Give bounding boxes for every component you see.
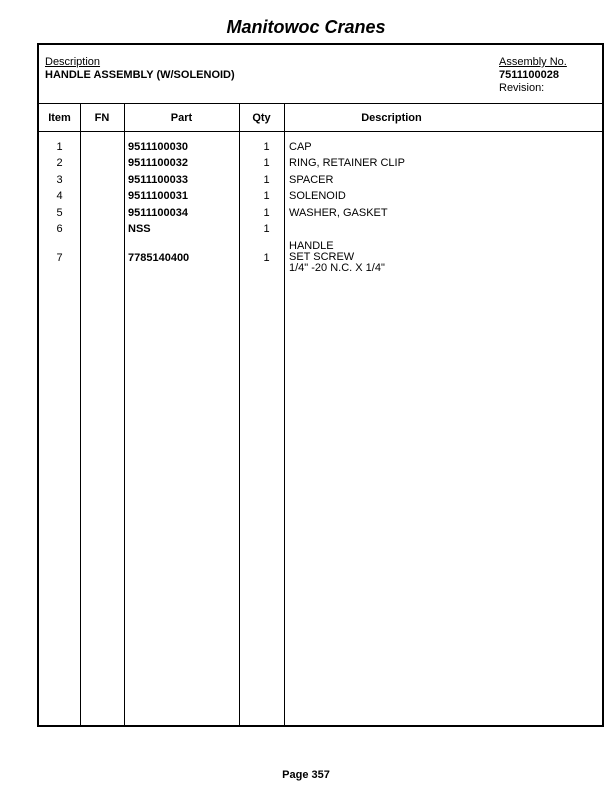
- row-description: SOLENOID: [289, 190, 346, 202]
- row-qty: 1: [263, 157, 270, 169]
- row-description: CAP: [289, 141, 312, 153]
- row-item: 2: [56, 157, 63, 169]
- column-divider: [80, 103, 81, 725]
- page-number: Page 357: [282, 769, 330, 781]
- description-header: [45, 56, 235, 82]
- page-title: Manitowoc Cranes: [226, 17, 386, 37]
- row-part: NSS: [128, 223, 151, 235]
- row-qty: 1: [263, 252, 270, 264]
- parts-list-table: [37, 43, 604, 727]
- row-part: 9511100033: [128, 174, 188, 186]
- row-description: SET SCREW 1/4" -20 N.C. X 1/4": [289, 251, 385, 274]
- description-label: Description: [45, 56, 101, 68]
- row-part: 9511100030: [128, 141, 188, 153]
- row-description: HANDLE: [289, 240, 334, 252]
- row-qty: 1: [263, 207, 270, 219]
- row-item: 5: [56, 207, 63, 219]
- row-description: RING, RETAINER CLIP: [289, 157, 405, 169]
- row-item: 4: [56, 190, 63, 202]
- row-qty: 1: [263, 174, 270, 186]
- column-header-qty: Qty: [252, 112, 271, 124]
- row-qty: 1: [263, 223, 270, 235]
- row-part: 9511100031: [128, 190, 188, 202]
- assembly-number: 7511100028: [499, 69, 559, 81]
- row-description: WASHER, GASKET: [289, 207, 388, 219]
- row-item: 1: [56, 141, 63, 153]
- column-divider: [124, 103, 125, 725]
- row-part: 9511100032: [128, 157, 188, 169]
- column-header-item: Item: [48, 112, 71, 124]
- assembly-header: [499, 56, 567, 95]
- revision-label: Revision:: [499, 82, 545, 94]
- column-header-description: Description: [361, 112, 422, 124]
- row-item: 6: [56, 223, 63, 235]
- row-qty: 1: [263, 141, 270, 153]
- row-part: 9511100034: [128, 207, 188, 219]
- row-qty: 1: [263, 190, 270, 202]
- column-header-fn: FN: [94, 112, 110, 124]
- description-value: HANDLE ASSEMBLY (W/SOLENOID): [45, 69, 235, 81]
- row-part: 7785140400: [128, 252, 190, 264]
- row-description: SPACER: [289, 174, 334, 186]
- row-item: 3: [56, 174, 63, 186]
- row-item: 7: [56, 252, 63, 264]
- column-header-part: Part: [170, 112, 193, 124]
- assembly-label: Assembly No.: [499, 56, 567, 68]
